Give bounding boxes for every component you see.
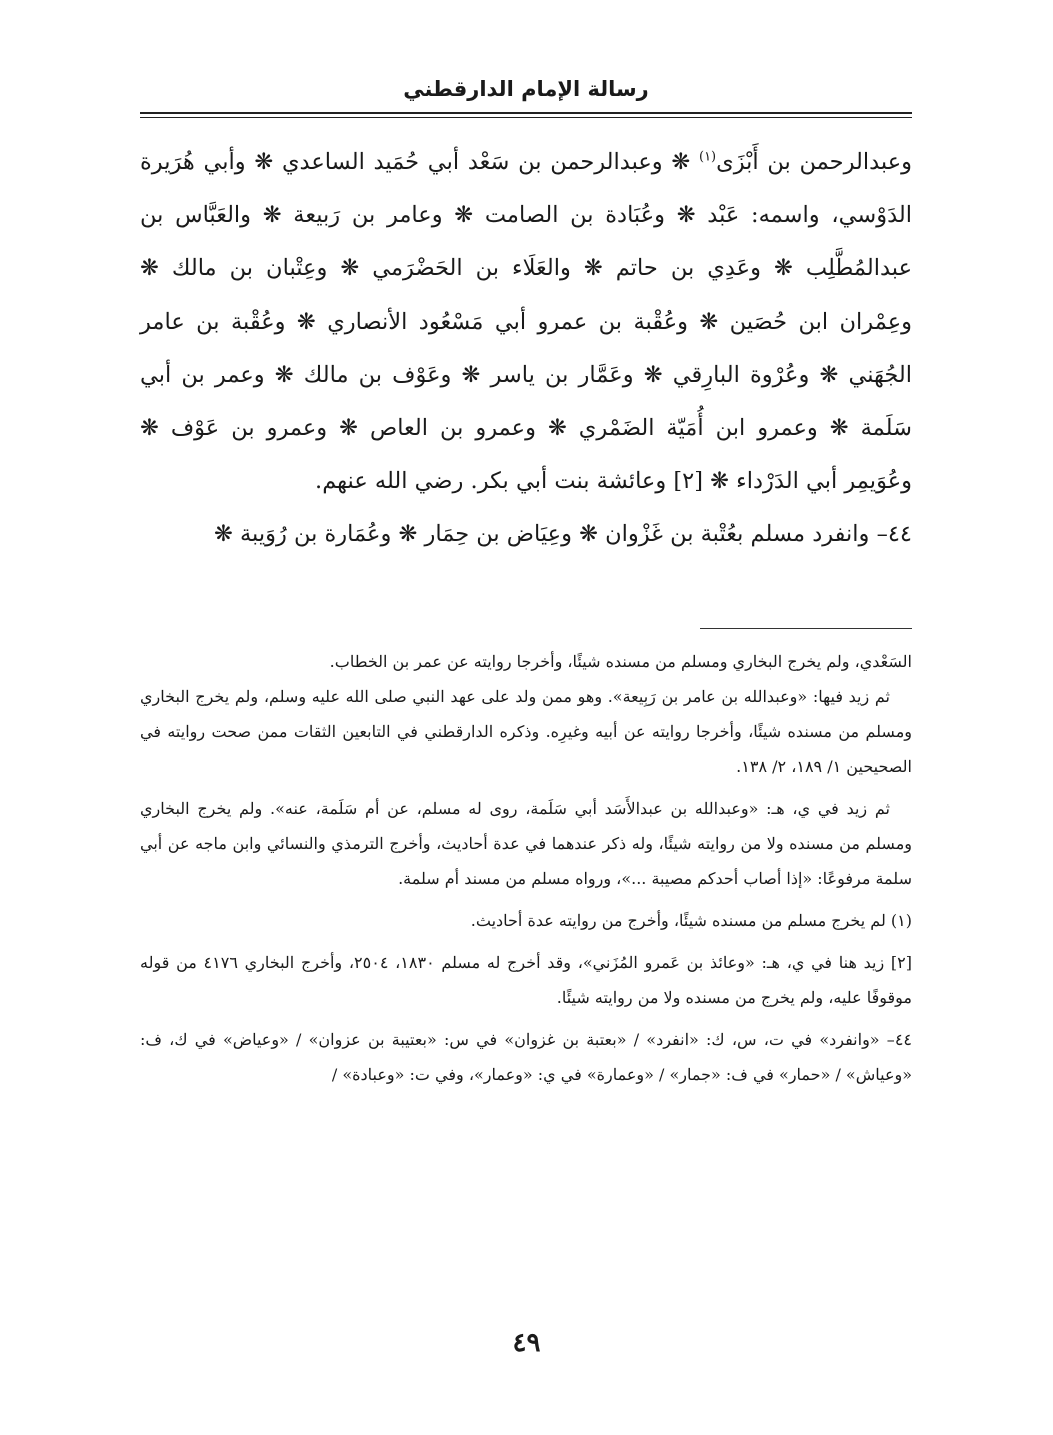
page-number: ٤٩ <box>512 1328 541 1358</box>
main-paragraph-1 <box>140 136 912 508</box>
para1-rest: ❋ وعبدالرحمن بن سَعْد أبي حُمَيد الساعدي ❋ وأبي هُرَيرة الدَوْسي، واسمه: عَبْد ❋ وعُبَادة بن الصامت ❋ وعامر بن رَبيعة ❋ والعَبَّاس بن عبدالمُطَّلِب ❋ وعَدِي بن حاتم ❋ والعَلَاء بن الحَضْرَمي ❋ وعِتْبان بن مالك ❋ وعِمْران ابن حُصَين ❋ وعُقْبة بن عمرو أبي مَسْعُود الأنصاري ❋ وعُقْبة بن عامر الجُهَني ❋ وعُرْوة البارِقي ❋ وعَمَّار بن ياسر ❋ وعَوْف بن مالك ❋ وعمر بن أبي سَلَمة ❋ وعمرو ابن أُمَيّة الضَمْري ❋ وعمرو بن العاص ❋ وعمرو بن عَوْف ❋ وعُوَيمِر أبي الدَرْداء ❋ [٢] وعائشة بنت أبي بكر. رضي الله عنهم. <box>140 149 912 495</box>
footnote-ref-1: (١) <box>698 149 717 165</box>
main-text <box>140 136 912 562</box>
header-rule-thick <box>140 112 912 114</box>
footnote-2: [٢] زيد هنا في ي، هـ: «وعائذ بن عَمرو المُزَني»، وقد أخرج له مسلم ١٨٣٠، ٢٥٠٤، وأخرج البخاري ٤١٧٦ من قوله موقوفًا عليه، ولم يخرج من مسنده ولا من روايته شيئًا. <box>140 953 913 1007</box>
footnote-1: (١) لم يخرج مسلم من مسنده شيئًا، وأخرج من روايته عدة أحاديث. <box>470 911 912 930</box>
footnotes <box>140 644 912 1099</box>
footnote-separator <box>700 628 912 629</box>
header-rule-thin <box>140 117 912 118</box>
footnote-44: ٤٤– «وانفرد» في ت، س، ك: «انفرد» / «بعتبة بن غزوان» في س: «بعتيبة بن عزوان» / «وعياض» في ك، ف: «وعياش» / «حمار» في ف: «جمار» / «وعمارة» في ي: «وعمار»، وفي ت: «وعبادة» / <box>140 1030 912 1084</box>
main-paragraph-44: ٤٤– وانفرد مسلم بعُتْبة بن غَزْوان ❋ وعِيَاض بن حِمَار ❋ وعُمَارة بن رُوَيبة ❋ <box>213 521 912 548</box>
footnote-addition-2: ثم زيد في ي، هـ: «وعبدالله بن عبدالأَسَد أبي سَلَمة، روى له مسلم، عن أم سَلَمة، عنه». ولم يخرج البخاري ومسلم من مسنده ولا من روايته شيئًا، وله ذكر عندهما في عدة أحاديث، وأخرج الترمذي والنسائي وابن ماجه عن أبي سلمة مرفوعًا: «إذا أصاب أحدكم مصيبة ...»، ورواه مسلم من مسند أم سلمة. <box>140 799 912 888</box>
footnote-addition-1: ثم زيد فيها: «وعبدالله بن عامر بن رَبِيعة». وهو ممن ولد على عهد النبي صلى الله عليه وسلم، ولم يخرج البخاري ومسلم من مسنده شيئًا، وأخرجا روايته عن أبيه وغيرِه. وذكره الدارقطني في التابعين الثقات ممن صحت روايته في الصحيحين ١/ ١٨٩، ٢/ ١٣٨. <box>140 687 912 776</box>
footnote-continuation: السَعْدي، ولم يخرج البخاري ومسلم من مسنده شيئًا، وأخرجا روايته عن عمر بن الخطاب. <box>329 652 912 671</box>
para1-start: وعبدالرحمن بن أَبْزَى <box>716 149 912 175</box>
running-header-title: رسالة الإمام الدارقطني <box>403 77 649 101</box>
